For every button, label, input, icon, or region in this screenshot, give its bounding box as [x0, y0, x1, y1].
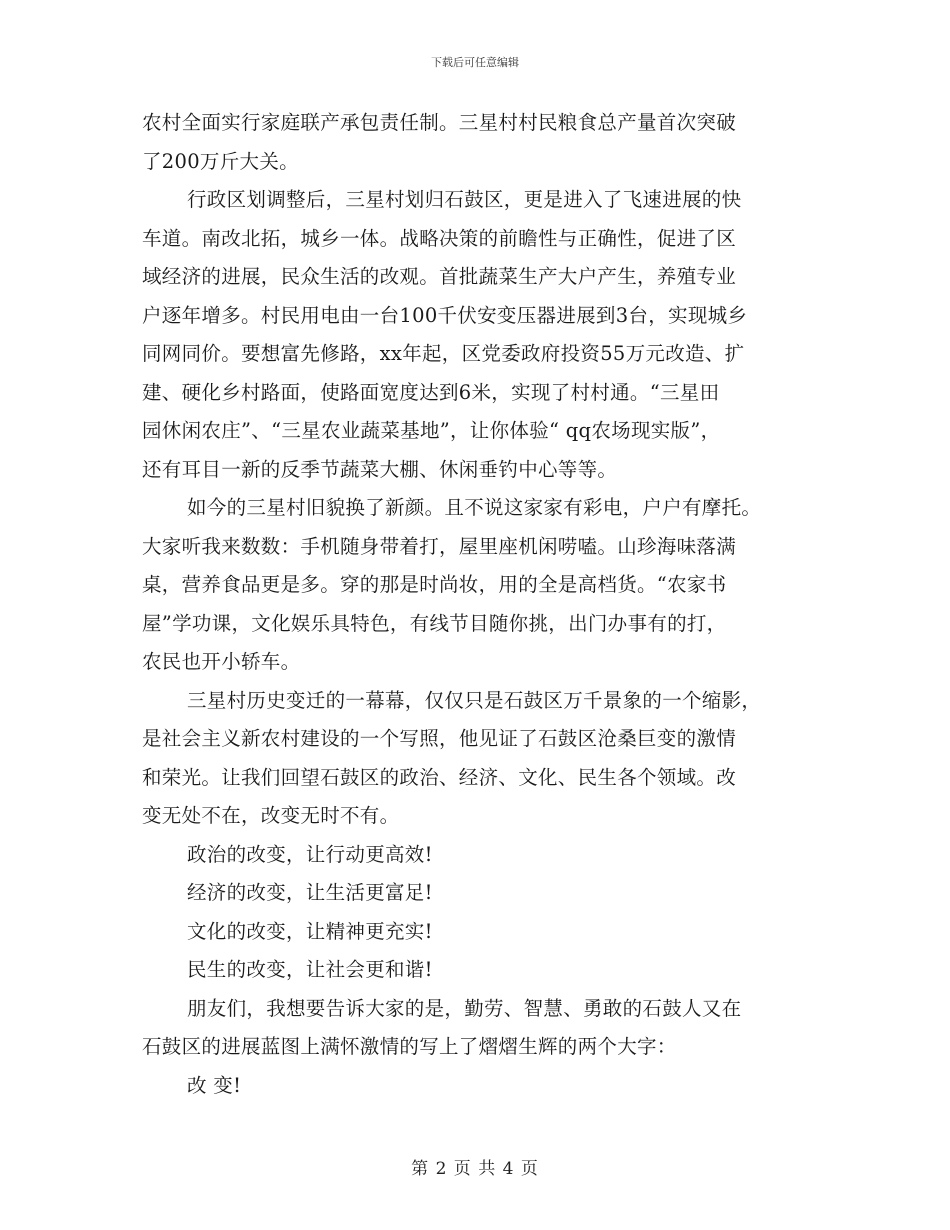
text-line: 是社会主义新农村建设的一个写照，他见证了石鼓区沧桑巨变的激情	[142, 727, 737, 750]
text-line: 园休闲农庄”、“三星农业蔬菜基地”，让你体验“ qq农场现实版”，	[142, 419, 721, 442]
text-line: 朋友们，我想要告诉大家的是，勤劳、智慧、勇敢的石鼓人又在	[187, 996, 742, 1020]
text-line: 经济的改变，让生活更富足!	[187, 881, 433, 904]
text-line: 三星村历史变迁的一幕幕，仅仅只是石鼓区万千景象的一个缩影，	[187, 688, 762, 712]
text-line: 农民也开小轿车。	[142, 650, 301, 673]
text-line: 政治的改变，让行动更高效!	[187, 842, 433, 866]
text-line: 农村全面实行家庭联产承包责任制。三星村村民粮食总产量首次突破	[142, 111, 737, 134]
text-line: 户逐年增多。村民用电由一台100千伏安变压器进展到3台，实现城乡	[142, 303, 748, 327]
page-header: 下载后可任意编辑	[431, 56, 519, 69]
document-body	[142, 104, 832, 1105]
text-line: 如今的三星村旧貌换了新颜。且不说这家家有彩电，户户有摩托。	[187, 496, 762, 519]
text-line: 民生的改变，让社会更和谐!	[187, 958, 433, 981]
text-line: 和荣光。让我们回望石鼓区的政治、经济、文化、民生各个领域。改	[142, 765, 737, 789]
text-line: 了200万斤大关。	[142, 149, 299, 173]
text-line: 车道。南改北拓，城乡一体。战略决策的前瞻性与正确性，促进了区	[142, 226, 737, 250]
page-footer: 第 2 页 共 4 页	[411, 1159, 539, 1179]
text-line: 建、硬化乡村路面，使路面宽度达到6米，实现了村村通。“三星田	[142, 380, 720, 404]
text-line: 同网同价。要想富先修路，xx年起，区党委政府投资55万元改造、扩	[142, 342, 745, 365]
text-line: 行政区划调整后，三星村划归石鼓区，更是进入了飞速进展的快	[187, 188, 742, 211]
text-line: 变无处不在，改变无时不有。	[142, 804, 400, 827]
text-line: 屋”学功课，文化娱乐具特色，有线节目随你挑，出门办事有的打，	[142, 611, 727, 635]
body-paragraph	[142, 104, 832, 1105]
text-line: 大家听我来数数：手机随身带着打，屋里座机闲唠嗑。山珍海味落满	[142, 534, 737, 558]
text-line: 改 变!	[187, 1073, 242, 1097]
text-line: 桌，营养食品更是多。穿的那是时尚妆，用的全是高档货。“农家书	[142, 573, 727, 596]
text-line: 石鼓区的进展蓝图上满怀激情的写上了熠熠生辉的两个大字：	[142, 1035, 677, 1058]
text-line: 域经济的进展，民众生活的改观。首批蔬菜生产大户产生，养殖专业	[142, 265, 737, 288]
text-line: 文化的改变，让精神更充实!	[187, 919, 433, 943]
text-line: 还有耳目一新的反季节蔬菜大棚、休闲垂钓中心等等。	[142, 457, 618, 481]
